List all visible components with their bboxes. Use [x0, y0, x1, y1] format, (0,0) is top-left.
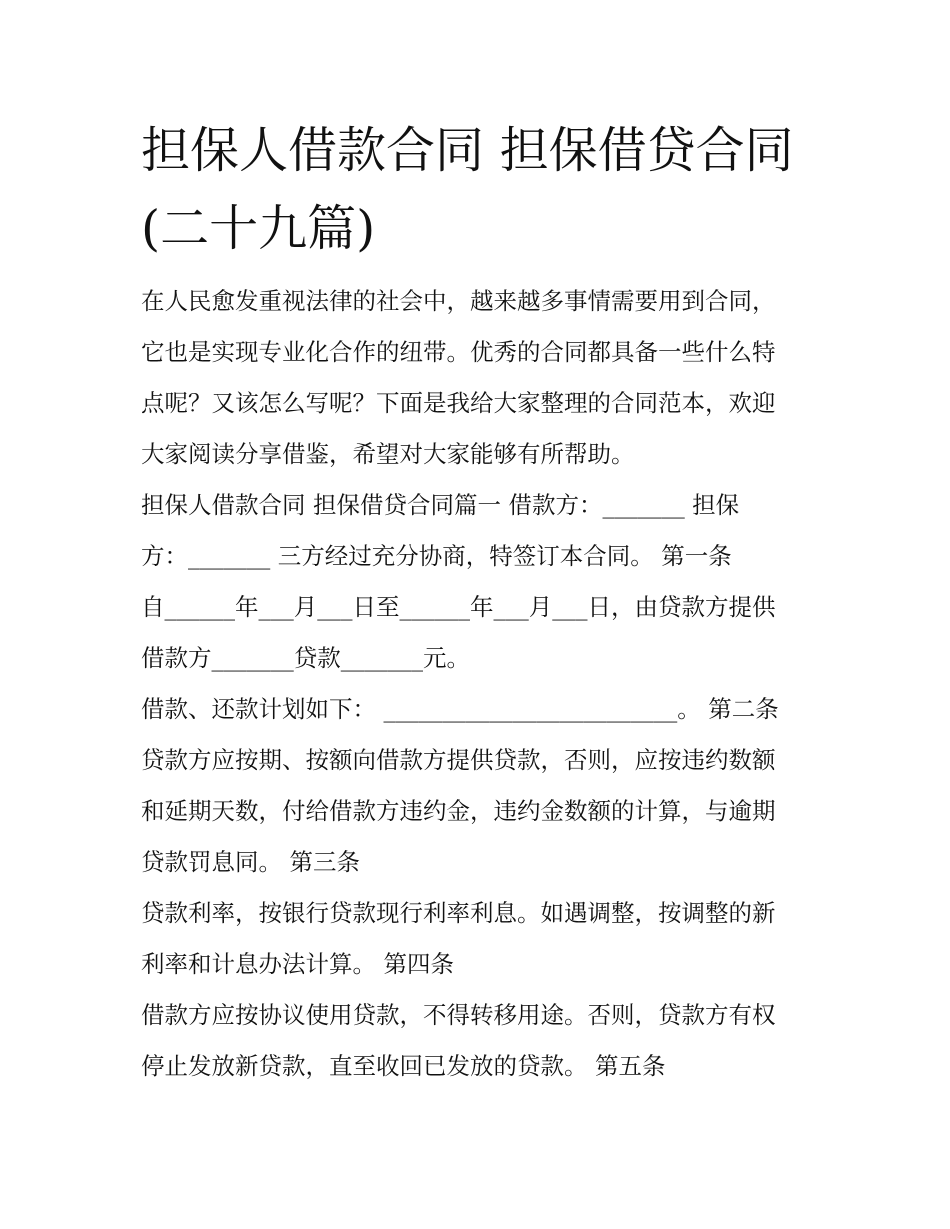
body-line: 担保人借款合同 担保借贷合同篇一 借款方：_______ 担保	[141, 491, 740, 519]
title-line: 担保人借款合同 担保借贷合同	[141, 122, 794, 179]
body-line: 借款方应按协议使用贷款，不得转移用途。否则，贷款方有权	[141, 1001, 776, 1029]
body-line: 停止发放新贷款，直至收回已发放的贷款。 第五条	[141, 1052, 666, 1080]
body-line: 方：_______ 三方经过充分协商，特签订本合同。 第一条	[141, 542, 732, 570]
body-line: 贷款方应按期、按额向借款方提供贷款，否则，应按违约数额	[141, 746, 776, 774]
body-line: 它也是实现专业化合作的纽带。优秀的合同都具备一些什么特	[141, 338, 776, 366]
body-line: 和延期天数，付给借款方违约金，违约金数额的计算，与逾期	[141, 797, 776, 825]
body-line: 贷款利率，按银行贷款现行利率利息。如遇调整，按调整的新	[141, 899, 776, 927]
body-line: 借款方_______贷款_______元。	[141, 644, 470, 672]
body-line: 点呢？又该怎么写呢？下面是我给大家整理的合同范本，欢迎	[141, 389, 776, 417]
body-line: 在人民愈发重视法律的社会中，越来越多事情需要用到合同，	[141, 287, 776, 315]
document-title	[141, 112, 831, 268]
body-line: 贷款罚息同。 第三条	[141, 848, 360, 876]
body-line: 自______年___月___日至______年___月___日，由贷款方提供	[141, 593, 776, 621]
document-body	[141, 276, 831, 1092]
body-line: 借款、还款计划如下： _________________________。 第二条	[141, 695, 779, 723]
title-line: (二十九篇)	[141, 200, 376, 257]
body-line: 大家阅读分享借鉴，希望对大家能够有所帮助。	[141, 440, 635, 468]
body-line: 利率和计息办法计算。 第四条	[141, 950, 454, 978]
